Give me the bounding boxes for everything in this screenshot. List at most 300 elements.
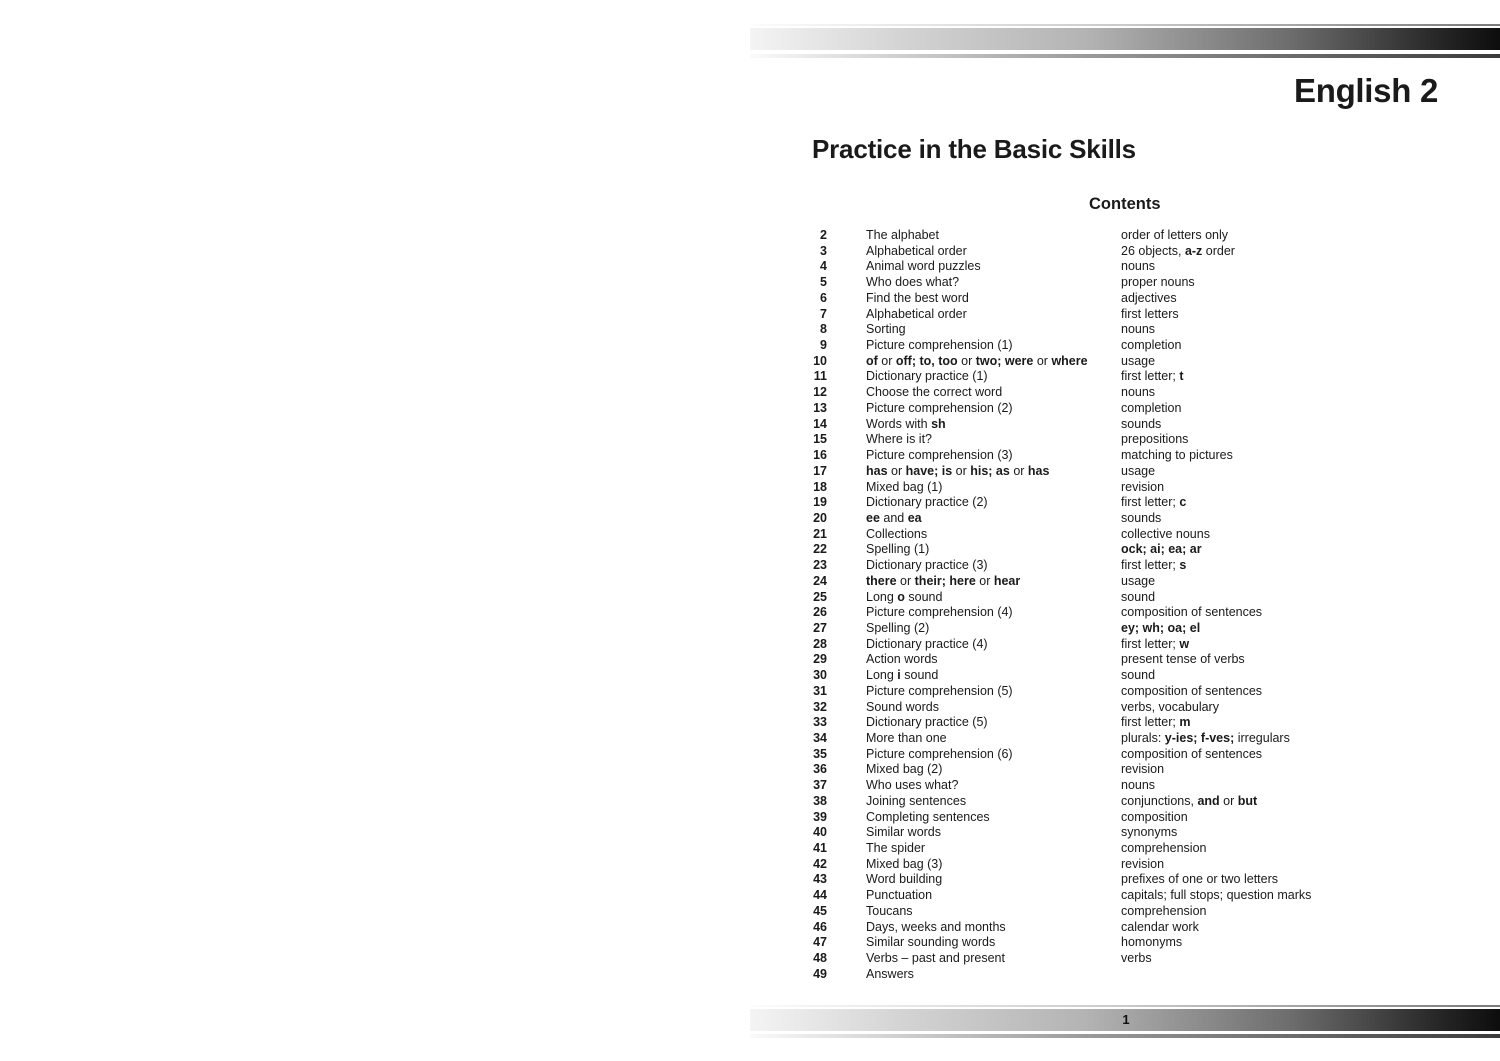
emphasis-text: but	[1237, 793, 1258, 808]
contents-page-number: 19	[813, 495, 827, 510]
emphasis-text: his; as	[970, 463, 1010, 478]
text-run: or	[887, 463, 906, 478]
text-run: Completing sentences	[866, 809, 990, 824]
contents-page-number: 3	[820, 243, 827, 258]
text-run: Answers	[866, 966, 914, 981]
contents-title	[866, 715, 988, 731]
text-run: Verbs – past and present	[866, 951, 1005, 966]
text-run: plurals:	[1121, 731, 1165, 745]
contents-page-number: 43	[813, 872, 827, 887]
contents-topic	[1121, 259, 1155, 275]
contents-title	[866, 558, 988, 574]
text-run: first letter;	[1121, 369, 1180, 384]
contents-row	[812, 228, 1432, 244]
text-run: or	[952, 463, 971, 478]
contents-title	[866, 778, 958, 794]
contents-row	[812, 495, 1432, 511]
contents-page-number: 30	[813, 668, 827, 683]
emphasis-text: c	[1179, 495, 1187, 510]
contents-page-number: 28	[813, 636, 827, 651]
contents-topic	[1121, 872, 1278, 888]
contents-row	[812, 637, 1432, 653]
contents-title	[866, 228, 939, 244]
contents-title	[866, 259, 981, 275]
text-run: Where is it?	[866, 432, 932, 447]
text-run: sound	[1121, 589, 1156, 604]
contents-row	[812, 967, 1432, 983]
text-run: Dictionary practice (3)	[866, 558, 988, 573]
contents-heading: Contents	[1089, 195, 1161, 213]
contents-topic	[1121, 794, 1257, 810]
contents-title	[866, 762, 942, 778]
contents-title	[866, 935, 995, 951]
contents-row	[812, 527, 1432, 543]
contents-row	[812, 684, 1432, 700]
emphasis-text: of	[866, 353, 878, 368]
text-run: Choose the correct word	[866, 385, 1003, 400]
text-run: collective nouns	[1121, 526, 1210, 541]
page-number: 1	[1122, 1012, 1130, 1027]
contents-topic	[1121, 590, 1155, 606]
contents-topic	[1121, 244, 1235, 260]
contents-topic	[1121, 322, 1155, 338]
emphasis-text: hear	[993, 573, 1021, 588]
contents-row	[812, 951, 1432, 967]
text-run: sound	[900, 668, 939, 683]
text-run: Dictionary practice (1)	[866, 369, 988, 384]
text-run: usage	[1121, 573, 1156, 588]
contents-topic	[1121, 888, 1311, 904]
contents-topic	[1121, 369, 1184, 385]
contents-row	[812, 275, 1432, 291]
contents-page-number: 45	[813, 903, 827, 918]
contents-row	[812, 778, 1432, 794]
emphasis-text: sh	[931, 416, 946, 431]
contents-row	[812, 841, 1432, 857]
contents-page-number: 40	[813, 825, 827, 840]
emphasis-text: have; is	[905, 463, 953, 478]
contents-title	[866, 369, 988, 385]
text-run: or	[1033, 353, 1052, 368]
contents-topic	[1121, 464, 1155, 480]
contents-page-number: 47	[813, 935, 827, 950]
contents-title	[866, 448, 1013, 464]
text-run: revision	[1121, 856, 1165, 871]
contents-title	[866, 574, 1020, 590]
text-run: or	[877, 353, 896, 368]
emphasis-text: two; were	[975, 353, 1034, 368]
text-run: completion	[1121, 338, 1182, 353]
text-run: Dictionary practice (4)	[866, 636, 988, 651]
text-run: sounds	[1121, 510, 1162, 525]
text-run: Alphabetical order	[866, 306, 967, 321]
text-run: Picture comprehension (1)	[866, 338, 1013, 353]
contents-page-number: 23	[813, 558, 827, 573]
text-run: sounds	[1121, 416, 1162, 431]
book-title: English 2	[1294, 72, 1438, 109]
text-run: first letter;	[1121, 558, 1180, 573]
text-run: order	[1202, 243, 1235, 258]
contents-row	[812, 747, 1432, 763]
contents-topic	[1121, 668, 1155, 684]
contents-topic	[1121, 417, 1161, 433]
text-run: Spelling (1)	[866, 542, 930, 557]
text-run: first letters	[1121, 306, 1179, 321]
contents-topic	[1121, 542, 1202, 558]
text-run: Mixed bag (3)	[866, 856, 943, 871]
contents-page-number: 37	[813, 778, 827, 793]
contents-row	[812, 432, 1432, 448]
contents-page-number: 20	[813, 510, 827, 525]
contents-page-number: 42	[813, 856, 827, 871]
contents-topic	[1121, 338, 1181, 354]
contents-topic	[1121, 401, 1181, 417]
text-run: or	[896, 573, 915, 588]
contents-row	[812, 322, 1432, 338]
contents-title	[866, 338, 1013, 354]
contents-page-number: 25	[813, 589, 827, 604]
contents-page-number: 38	[813, 793, 827, 808]
contents-topic	[1121, 747, 1262, 763]
text-run: prefixes of one or two letters	[1121, 872, 1279, 887]
contents-topic	[1121, 951, 1152, 967]
contents-page-number: 18	[813, 479, 827, 494]
contents-row	[812, 385, 1432, 401]
text-run: Mixed bag (1)	[866, 479, 943, 494]
text-run: or	[957, 353, 976, 368]
emphasis-text: t	[1179, 369, 1184, 384]
contents-topic	[1121, 605, 1262, 621]
contents-title	[866, 747, 1013, 763]
contents-page-number: 13	[813, 400, 827, 415]
text-run: Punctuation	[866, 888, 933, 903]
contents-topic	[1121, 778, 1155, 794]
contents-title	[866, 951, 1005, 967]
contents-topic	[1121, 637, 1189, 653]
contents-row	[812, 480, 1432, 496]
contents-row	[812, 369, 1432, 385]
contents-topic	[1121, 495, 1186, 511]
contents-topic	[1121, 307, 1179, 323]
text-run: revision	[1121, 762, 1165, 777]
text-run: order of letters only	[1121, 228, 1228, 242]
contents-page-number: 44	[813, 888, 827, 903]
contents-row	[812, 731, 1432, 747]
text-run: matching to pictures	[1121, 448, 1233, 463]
right-contents-page	[750, 0, 1500, 1061]
contents-page-number: 29	[813, 652, 827, 667]
contents-row	[812, 307, 1432, 323]
contents-row	[812, 448, 1432, 464]
contents-title	[866, 904, 913, 920]
contents-title	[866, 700, 939, 716]
text-run: Spelling (2)	[866, 620, 930, 635]
text-run: composition	[1121, 809, 1188, 824]
contents-row	[812, 888, 1432, 904]
contents-page-number: 4	[820, 259, 827, 274]
contents-page-number: 41	[813, 841, 827, 856]
emphasis-text: has	[866, 463, 888, 478]
text-run: Similar sounding words	[866, 935, 996, 950]
contents-row	[812, 857, 1432, 873]
contents-topic	[1121, 275, 1195, 291]
text-run: Animal word puzzles	[866, 259, 981, 274]
text-run: verbs	[1121, 951, 1152, 966]
contents-topic	[1121, 354, 1155, 370]
text-run: first letter;	[1121, 715, 1180, 730]
contents-row	[812, 259, 1432, 275]
emphasis-text: ee	[866, 510, 880, 525]
text-run: prepositions	[1121, 432, 1189, 447]
text-run: present tense of verbs	[1121, 652, 1245, 667]
text-run: or	[1219, 793, 1238, 808]
contents-topic	[1121, 904, 1206, 920]
text-run: Find the best word	[866, 290, 969, 305]
emphasis-text: w	[1179, 636, 1190, 651]
contents-row	[812, 542, 1432, 558]
contents-row	[812, 401, 1432, 417]
text-run: synonyms	[1121, 825, 1178, 840]
contents-topic	[1121, 731, 1290, 747]
contents-page-number: 6	[820, 290, 827, 305]
text-run: comprehension	[1121, 841, 1207, 856]
contents-page-number: 2	[820, 228, 827, 242]
contents-title	[866, 888, 932, 904]
contents-title	[866, 794, 966, 810]
contents-title	[866, 967, 914, 983]
contents-topic	[1121, 480, 1164, 496]
emphasis-text: ea	[907, 510, 922, 525]
contents-title	[866, 810, 990, 826]
contents-title	[866, 542, 929, 558]
contents-page-number: 5	[820, 275, 827, 290]
contents-topic	[1121, 385, 1155, 401]
text-run: conjunctions,	[1121, 793, 1198, 808]
contents-page-number: 31	[813, 683, 827, 698]
contents-row	[812, 605, 1432, 621]
text-run: nouns	[1121, 322, 1156, 337]
contents-title	[866, 920, 1006, 936]
text-run: composition of sentences	[1121, 746, 1263, 761]
contents-topic	[1121, 511, 1161, 527]
emphasis-text: has	[1027, 463, 1050, 478]
text-run: Days, weeks and months	[866, 919, 1006, 934]
contents-page-number: 10	[813, 353, 827, 368]
text-run: The alphabet	[866, 228, 939, 242]
contents-page-number: 14	[813, 416, 827, 431]
text-run: Sorting	[866, 322, 906, 337]
contents-page-number: 24	[813, 573, 827, 588]
contents-title	[866, 275, 959, 291]
contents-row	[812, 794, 1432, 810]
contents-row	[812, 700, 1432, 716]
text-run: sound	[904, 589, 943, 604]
emphasis-text: ey; wh; oa; el	[1121, 620, 1201, 635]
contents-topic	[1121, 228, 1228, 244]
text-run: Picture comprehension (5)	[866, 683, 1013, 698]
contents-topic	[1121, 715, 1190, 731]
text-run: Toucans	[866, 903, 913, 918]
contents-row	[812, 935, 1432, 951]
text-run: Sound words	[866, 699, 939, 714]
text-run: The spider	[866, 841, 926, 856]
emphasis-text: a-z	[1184, 243, 1203, 258]
text-run: Dictionary practice (2)	[866, 495, 988, 510]
emphasis-text: and	[1197, 793, 1220, 808]
contents-page-number: 11	[813, 369, 827, 384]
emphasis-text: s	[1179, 558, 1187, 573]
contents-title	[866, 385, 1002, 401]
text-run: Long	[866, 589, 898, 604]
contents-row	[812, 291, 1432, 307]
contents-page-number: 15	[813, 432, 827, 447]
text-run: usage	[1121, 353, 1156, 368]
contents-page-number: 17	[813, 463, 827, 478]
text-run: Joining sentences	[866, 793, 967, 808]
text-run: composition of sentences	[1121, 683, 1263, 698]
text-run: or	[975, 573, 994, 588]
text-run: adjectives	[1121, 290, 1177, 305]
emphasis-text: m	[1179, 715, 1191, 730]
contents-row	[812, 590, 1432, 606]
contents-title	[866, 244, 967, 260]
text-run: Word building	[866, 872, 943, 887]
contents-topic	[1121, 291, 1177, 307]
text-run: Action words	[866, 652, 938, 667]
contents-topic	[1121, 810, 1188, 826]
contents-title	[866, 590, 942, 606]
emphasis-text: where	[1051, 353, 1088, 368]
contents-topic	[1121, 432, 1188, 448]
contents-topic	[1121, 762, 1164, 778]
contents-page-number: 48	[813, 951, 827, 966]
text-run: revision	[1121, 479, 1165, 494]
text-run: Long	[866, 668, 898, 683]
contents-page-number: 34	[813, 731, 827, 745]
contents-page-number: 33	[813, 715, 827, 730]
contents-topic	[1121, 857, 1164, 873]
contents-title	[866, 322, 906, 338]
contents-page-number: 22	[813, 542, 827, 557]
contents-page-number: 36	[813, 762, 827, 777]
text-run: More than one	[866, 731, 947, 745]
contents-title	[866, 652, 938, 668]
contents-title	[866, 527, 927, 543]
contents-row	[812, 920, 1432, 936]
contents-topic	[1121, 621, 1200, 637]
text-run: verbs, vocabulary	[1121, 699, 1219, 714]
text-run: composition of sentences	[1121, 605, 1263, 620]
text-run: Picture comprehension (2)	[866, 400, 1013, 415]
text-run: or	[1009, 463, 1028, 478]
emphasis-text: y-ies; f-ves;	[1164, 731, 1235, 745]
text-run: homonyms	[1121, 935, 1183, 950]
text-run: capitals; full stops; question marks	[1121, 888, 1312, 903]
contents-topic	[1121, 841, 1206, 857]
emphasis-text: their; here	[914, 573, 976, 588]
contents-page-number: 35	[813, 746, 827, 761]
text-run: nouns	[1121, 778, 1156, 793]
text-run: first letter;	[1121, 495, 1180, 510]
contents-topic	[1121, 527, 1210, 543]
contents-title	[866, 401, 1013, 417]
emphasis-text: off; to, too	[895, 353, 958, 368]
text-run: nouns	[1121, 385, 1156, 400]
text-run: nouns	[1121, 259, 1156, 274]
contents-row	[812, 574, 1432, 590]
contents-row	[812, 621, 1432, 637]
contents-row	[812, 558, 1432, 574]
emphasis-text: ock; ai; ea; ar	[1121, 542, 1202, 557]
text-run: proper nouns	[1121, 275, 1195, 290]
emphasis-text: i	[897, 668, 901, 683]
contents-page-number: 12	[813, 385, 827, 400]
text-run: Alphabetical order	[866, 243, 967, 258]
contents-page-number: 32	[813, 699, 827, 714]
text-run: Picture comprehension (3)	[866, 448, 1013, 463]
contents-page-number: 16	[813, 448, 827, 463]
contents-title	[866, 637, 988, 653]
contents-title	[866, 605, 1013, 621]
contents-table	[812, 228, 1432, 983]
contents-title	[866, 668, 938, 684]
text-run: completion	[1121, 400, 1182, 415]
contents-title	[866, 432, 932, 448]
contents-topic	[1121, 700, 1219, 716]
text-run: Who uses what?	[866, 778, 959, 793]
contents-row	[812, 417, 1432, 433]
contents-page-number: 7	[820, 306, 827, 321]
contents-title	[866, 872, 942, 888]
contents-page-number: 49	[813, 966, 827, 981]
contents-title	[866, 354, 1088, 370]
text-run: first letter;	[1121, 636, 1180, 651]
contents-title	[866, 825, 941, 841]
contents-row	[812, 244, 1432, 260]
text-run: 26 objects,	[1121, 243, 1185, 258]
contents-row	[812, 825, 1432, 841]
text-run: calendar work	[1121, 919, 1199, 934]
contents-topic	[1121, 825, 1177, 841]
text-run: usage	[1121, 463, 1156, 478]
contents-row	[812, 810, 1432, 826]
contents-title	[866, 480, 942, 496]
text-run: Words with	[866, 416, 932, 431]
contents-row	[812, 904, 1432, 920]
text-run: sound	[1121, 668, 1156, 683]
contents-title	[866, 731, 947, 747]
contents-title	[866, 684, 1013, 700]
contents-title	[866, 841, 925, 857]
text-run: Picture comprehension (6)	[866, 746, 1013, 761]
text-run: Collections	[866, 526, 928, 541]
text-run: and	[879, 510, 908, 525]
contents-page-number: 46	[813, 919, 827, 934]
contents-title	[866, 307, 967, 323]
emphasis-text: there	[866, 573, 897, 588]
contents-topic	[1121, 448, 1233, 464]
header-gradient-band	[750, 28, 1500, 50]
contents-page-number: 26	[813, 605, 827, 620]
contents-title	[866, 511, 922, 527]
contents-row	[812, 668, 1432, 684]
contents-row	[812, 715, 1432, 731]
contents-page-number: 21	[813, 526, 827, 541]
contents-row	[812, 652, 1432, 668]
contents-title	[866, 417, 946, 433]
emphasis-text: o	[897, 589, 905, 604]
contents-title	[866, 291, 969, 307]
